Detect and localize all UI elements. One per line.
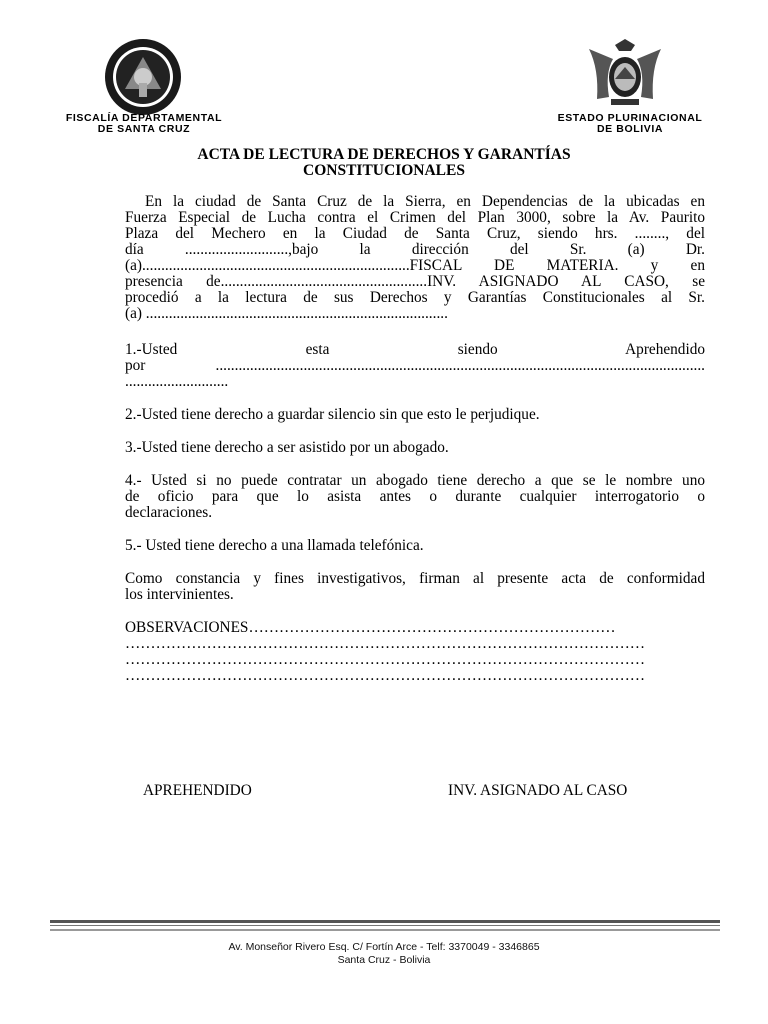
right-4-paragraph: 4.- Usted si no puede contratar un abogado tiene derecho a que se le nombre uno de oficio para que lo asista antes o durante cualquier interrogatorio o declaraciones.	[125, 473, 705, 521]
bolivia-coat-of-arms-icon	[585, 39, 665, 111]
footer-divider	[50, 925, 720, 926]
left-organization-name: FISCALÍA DEPARTAMENTAL DE SANTA CRUZ	[65, 112, 223, 135]
right-3-paragraph: 3.-Usted tiene derecho a ser asistido por un abogado.	[125, 440, 449, 456]
closing-paragraph: Como constancia y fines investigativos, firman al presente acta de conformidad los intervinientes.	[125, 571, 705, 603]
right-1-paragraph: 1.-Usted esta siendo Aprehendido por ................................................................................................................................ ...........................	[125, 342, 705, 390]
footer-divider	[50, 929, 720, 931]
footer-divider	[50, 920, 720, 923]
footer-address: Av. Monseñor Rivero Esq. C/ Fortín Arce - Telf: 3370049 - 3346865 Santa Cruz - Bolivia	[228, 941, 540, 966]
observations-line: …………………………………………………………………………………………	[125, 668, 646, 684]
document-title: ACTA DE LECTURA DE DERECHOS Y GARANTÍAS CONSTITUCIONALES	[197, 146, 571, 179]
signature-investigator: INV. ASIGNADO AL CASO	[448, 782, 628, 799]
right-5-paragraph: 5.- Usted tiene derecho a una llamada telefónica.	[125, 538, 424, 554]
observations-line: …………………………………………………………………………………………	[125, 652, 646, 668]
fiscalia-seal-icon	[103, 37, 183, 117]
right-organization-name: ESTADO PLURINACIONAL DE BOLIVIA	[557, 112, 703, 135]
observations-section	[125, 620, 705, 684]
observations-line: …………………………………………………………………………………………	[125, 636, 646, 652]
right-2-paragraph: 2.-Usted tiene derecho a guardar silencio sin que esto le perjudique.	[125, 407, 540, 423]
intro-paragraph: En la ciudad de Santa Cruz de la Sierra, en Dependencias de la ubicadas en Fuerza Especial de Lucha contra el Crimen del Plan 3000, sobre la Av. Paurito Plaza del Mechero en la Ciudad de Santa Cruz, siendo hrs. ........, del día ...........................,bajo la dirección del Sr. (a) Dr. (a)......................................................................FISCAL DE MATERIA. y en presencia de......................................................INV. ASIGNADO AL CASO, se procedió a la lectura de sus Derechos y Garantías Constitucionales al Sr. (a) ...............................................................................	[125, 194, 705, 322]
observations-label: OBSERVACIONES………………………………………………………………	[125, 620, 616, 636]
signature-aprehendido: APREHENDIDO	[143, 782, 252, 799]
